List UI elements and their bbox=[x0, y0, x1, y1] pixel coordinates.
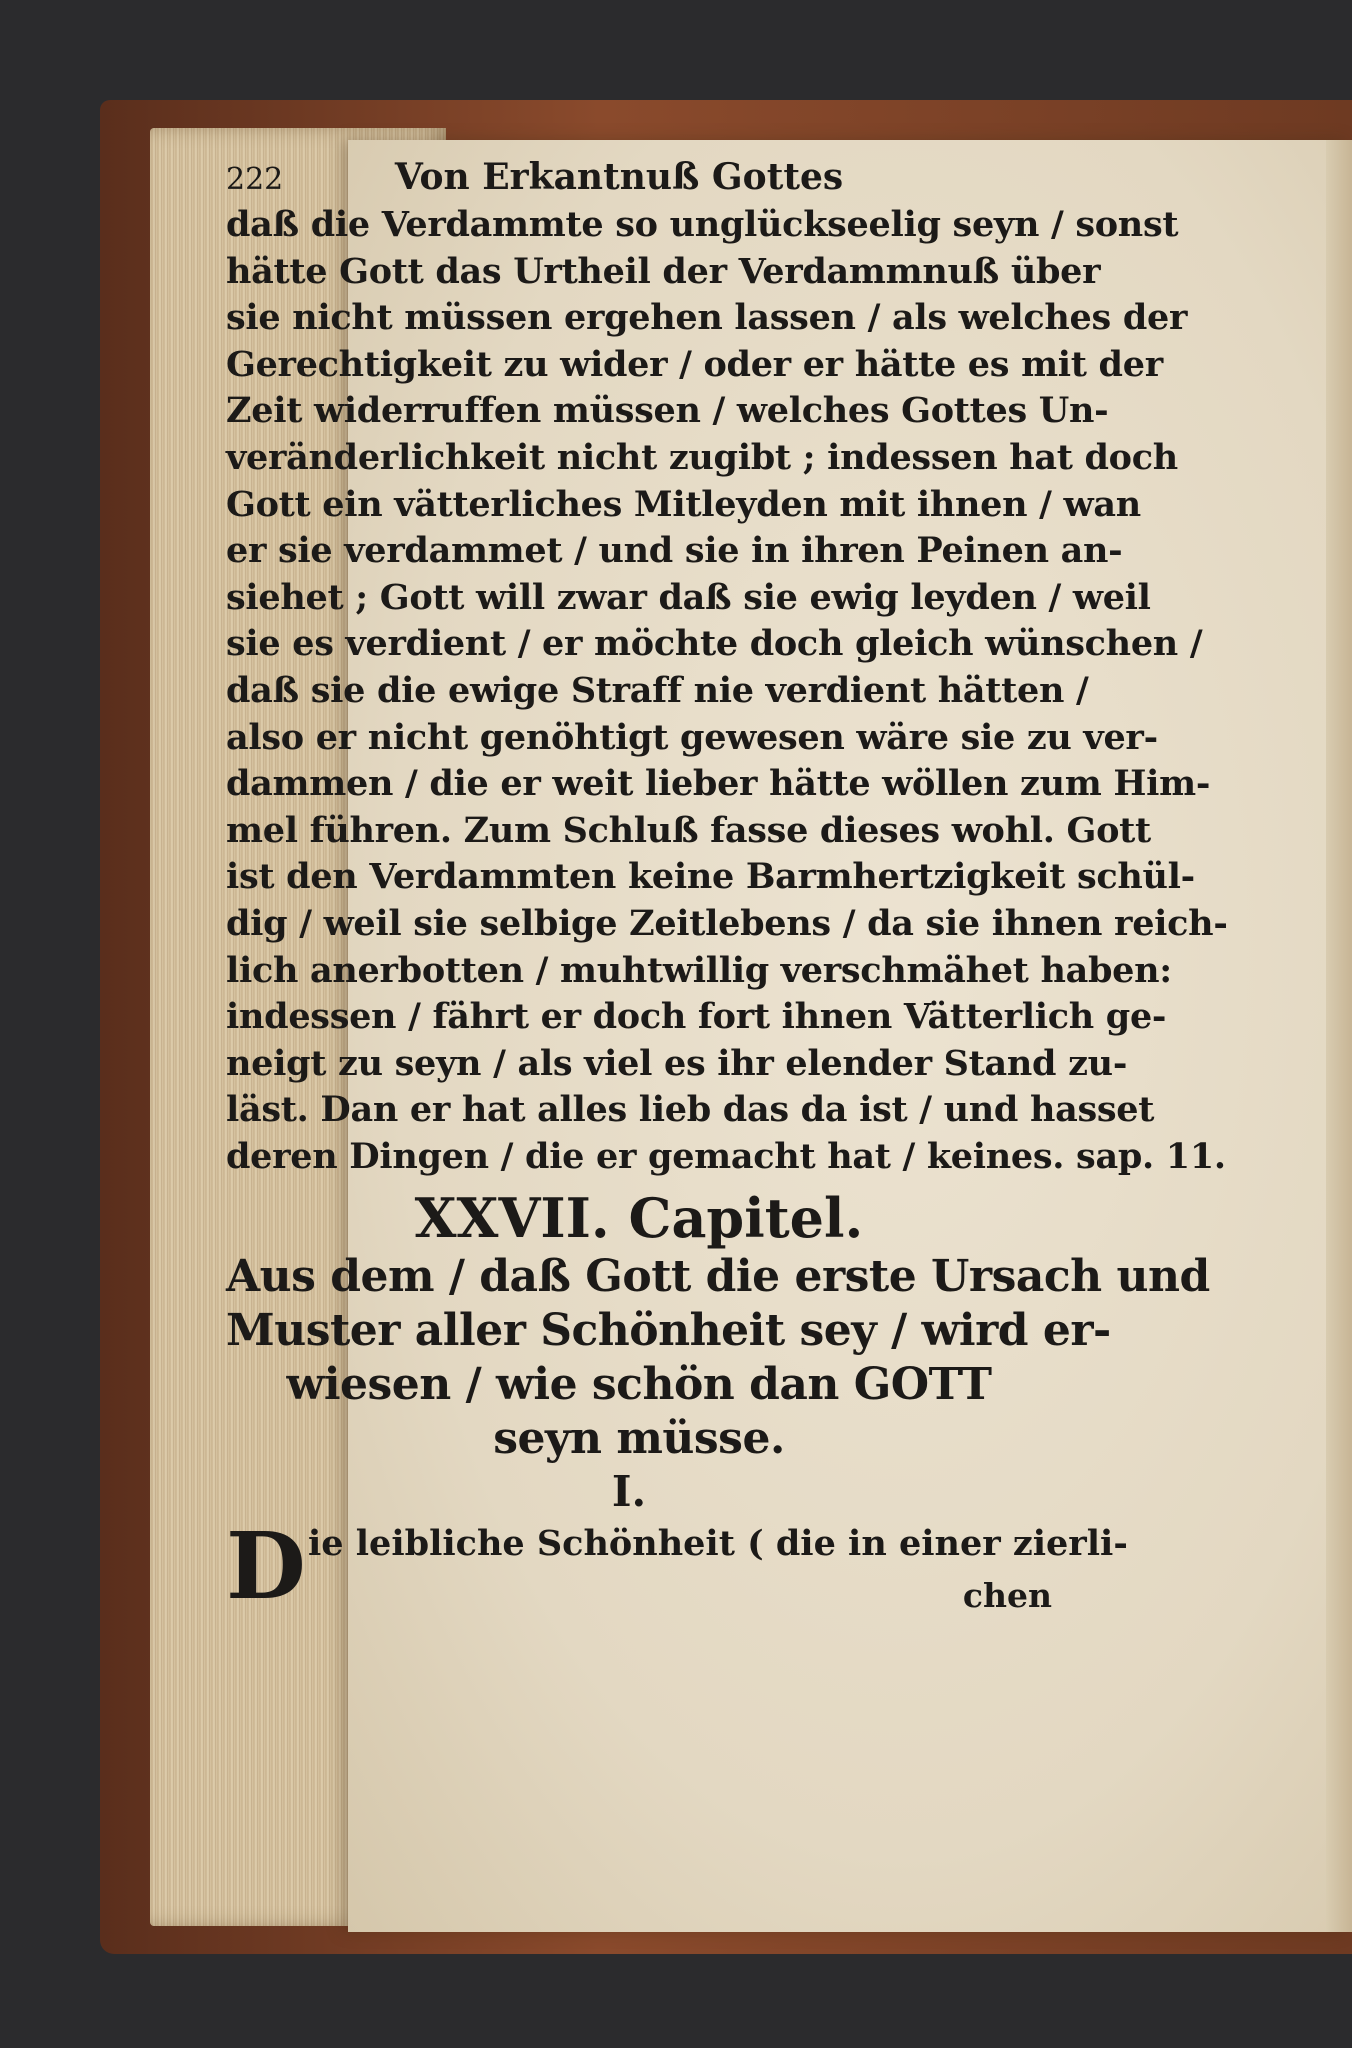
page-header bbox=[226, 156, 1052, 202]
text-line: Gerechtigkeit zu wider / oder er hätte es mit der bbox=[226, 343, 1163, 385]
body-text bbox=[226, 202, 1228, 1180]
page-fore-edge bbox=[1326, 140, 1352, 1932]
text-line: lich anerbotten / muhtwillig verschmähet haben: bbox=[226, 949, 1172, 991]
chapter-title: XXVII. Capitel. bbox=[414, 1186, 864, 1251]
page-text bbox=[226, 156, 1228, 1628]
text-line: sie es verdient / er möchte doch gleich wünschen / bbox=[226, 623, 1203, 665]
text-line: Zeit widerruffen müssen / welches Gottes Un- bbox=[226, 390, 1109, 432]
chapter-summary bbox=[226, 1250, 1210, 1466]
text-line: ie leibliche Schönheit ( die in einer zierli- bbox=[308, 1523, 1128, 1565]
text-line: veränderlichkeit nicht zugibt ; indessen hat doch bbox=[226, 436, 1178, 478]
summary-line: Aus dem / daß Gott die erste Ursach und bbox=[226, 1251, 1210, 1303]
text-line: hätte Gott das Urtheil der Verdammnuß über bbox=[226, 250, 1101, 292]
text-line: er sie verdammet / und sie in ihren Peinen an- bbox=[226, 530, 1123, 572]
text-line: mel führen. Zum Schluß fasse dieses wohl. Gott bbox=[226, 809, 1151, 851]
text-line: Gott ein vätterliches Mitleyden mit ihnen / wan bbox=[226, 483, 1141, 525]
initial-letter: D bbox=[226, 1512, 306, 1621]
page-number: 222 bbox=[226, 162, 284, 197]
text-line: läst. Dan er hat alles lieb das da ist / und hasset bbox=[226, 1089, 1155, 1131]
catchword: chen bbox=[962, 1576, 1052, 1616]
first-paragraph bbox=[226, 1512, 1128, 1628]
text-line: also er nicht genöhtigt gewesen wäre sie zu ver- bbox=[226, 716, 1158, 758]
text-line: dammen / die er weit lieber hätte wöllen zum Him- bbox=[226, 763, 1211, 805]
text-line: neigt zu seyn / als viel es ihr elender Stand zu- bbox=[226, 1042, 1128, 1084]
text-line: ist den Verdammten keine Barmhertzigkeit schül- bbox=[226, 856, 1195, 898]
section-number: I. bbox=[611, 1467, 647, 1517]
text-line: deren Dingen / die er gemacht hat / keines. sap. 11. bbox=[226, 1135, 1226, 1177]
text-line: daß sie die ewige Straff nie verdient hätten / bbox=[226, 669, 1089, 711]
summary-line: seyn müsse. bbox=[493, 1413, 785, 1465]
running-title: Von Erkantnuß Gottes bbox=[394, 156, 844, 198]
text-line: dig / weil sie selbige Zeitlebens / da sie ihnen reich- bbox=[226, 902, 1228, 944]
text-line: siehet ; Gott will zwar daß sie ewig leyden / weil bbox=[226, 576, 1151, 618]
summary-line: Muster aller Schönheit sey / wird er- bbox=[226, 1305, 1111, 1357]
text-line: indessen / fährt er doch fort ihnen Vätterlich ge- bbox=[226, 996, 1167, 1038]
summary-line: wiesen / wie schön dan GOTT bbox=[286, 1359, 992, 1411]
text-line: sie nicht müssen ergehen lassen / als welches der bbox=[226, 297, 1188, 339]
text-line: daß die Verdammte so unglückseelig seyn / sonst bbox=[226, 204, 1179, 245]
